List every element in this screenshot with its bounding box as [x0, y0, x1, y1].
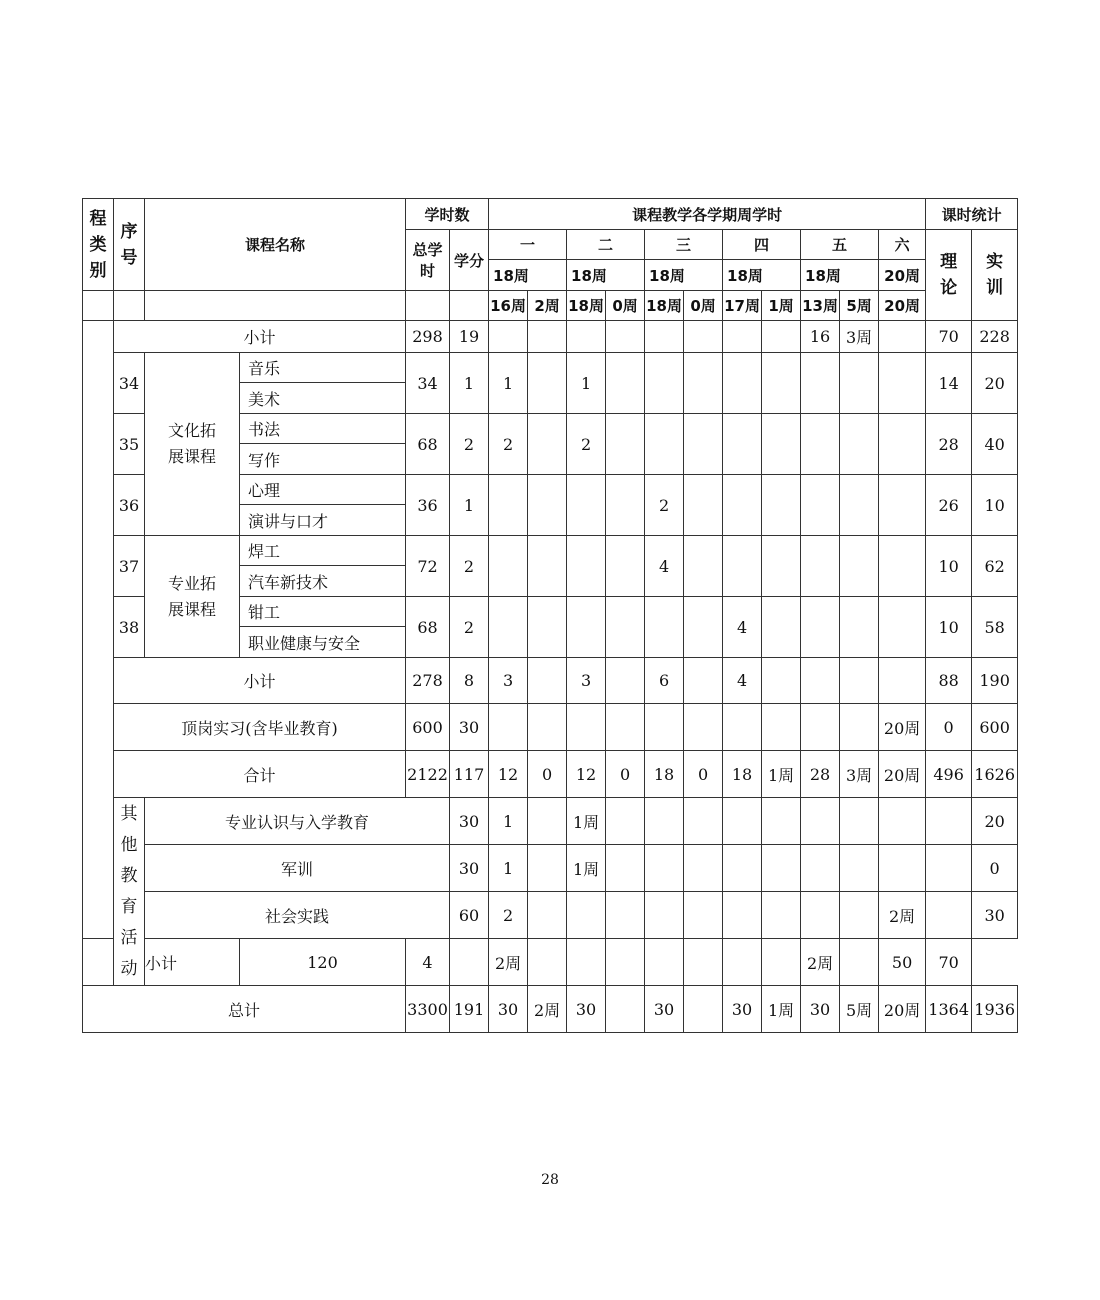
semester-cell: [723, 536, 762, 597]
subweek-header: 1周: [762, 291, 801, 321]
semester-cell: [606, 321, 645, 353]
credit-cell: 19: [450, 321, 489, 353]
semester-cell: [528, 475, 567, 536]
semester-cell: [489, 704, 528, 751]
sum-row: [83, 751, 1018, 798]
semester-cell: [879, 845, 926, 892]
semester-cell: 2: [567, 414, 606, 475]
semester-cell: [879, 798, 926, 845]
theory-cell: 26: [926, 475, 972, 536]
practice-header: 实训: [972, 230, 1018, 321]
semester-cell: 1周: [762, 751, 801, 798]
weeks-3-header: 18周: [645, 260, 723, 291]
semester-cell: 0: [684, 751, 723, 798]
semester-cell: [684, 321, 723, 353]
semester-cell: [606, 475, 645, 536]
semester-cell: [801, 475, 840, 536]
credit-cell: 2: [450, 536, 489, 597]
semester-cell: [528, 658, 567, 704]
semester-cell: 12: [567, 751, 606, 798]
group-name-cell: [145, 536, 240, 658]
course-name-cell: 美术: [240, 383, 406, 414]
semester-cell: [528, 798, 567, 845]
semester-cell: [489, 536, 528, 597]
semester-cell: [801, 658, 840, 704]
semester-cell: [606, 704, 645, 751]
semester-cell: [528, 536, 567, 597]
other-row: [83, 845, 1018, 892]
weeks-2-header: 18周: [567, 260, 645, 291]
course-name-cell: 音乐: [240, 353, 406, 383]
practice-cell: 1936: [972, 986, 1018, 1033]
semester-cell: [606, 798, 645, 845]
semester-cell: 1周: [567, 798, 606, 845]
semester-cell: [723, 321, 762, 353]
semester-cell: [762, 597, 801, 658]
total-hours-cell: 3300: [406, 986, 450, 1033]
semester-cell: 3周: [840, 751, 879, 798]
semester-cell: [762, 798, 801, 845]
semester-cell: [762, 414, 801, 475]
stats-group-header: 课时统计: [926, 199, 1018, 230]
semester-cell: [606, 986, 645, 1033]
semester-cell: [645, 353, 684, 414]
theory-cell: 50: [879, 939, 926, 986]
total-hours-cell: 2122: [406, 751, 450, 798]
seq-header: 序号: [114, 199, 145, 291]
total-hours-cell: 68: [406, 597, 450, 658]
weeks-4-header: 18周: [723, 260, 801, 291]
semester-cell: [762, 475, 801, 536]
credit-cell: 191: [450, 986, 489, 1033]
practice-cell: 20: [972, 353, 1018, 414]
internship-row: [83, 704, 1018, 751]
subweek-header-row: [83, 291, 1018, 321]
semester-cell: 1: [567, 353, 606, 414]
total-hours-cell: 278: [406, 658, 450, 704]
credit-cell: 117: [450, 751, 489, 798]
semester-cell: [528, 414, 567, 475]
semester-cell: [723, 414, 762, 475]
semester-cell: [840, 597, 879, 658]
semester-cell: [684, 939, 723, 986]
semester-cell: [450, 939, 489, 986]
semester-cell: [567, 939, 606, 986]
seq-cell: 36: [114, 475, 145, 536]
semester-cell: [528, 321, 567, 353]
subtotal-label: 小计: [114, 658, 406, 704]
total-hours-cell: 30: [450, 845, 489, 892]
semester-cell: [606, 939, 645, 986]
semester-cell: 6: [645, 658, 684, 704]
semester-cell: [840, 892, 879, 939]
semester-cell: 3: [489, 658, 528, 704]
semester-cell: 3周: [840, 321, 879, 353]
course-name-cell: 汽车新技术: [240, 566, 406, 597]
semester-cell: [567, 321, 606, 353]
group-name: 专业拓展课程: [168, 573, 217, 619]
semester-cell: [606, 414, 645, 475]
category-header-tail: [83, 291, 114, 321]
semester-cell: [489, 321, 528, 353]
course-name-cell: 写作: [240, 444, 406, 475]
credit-cell: 30: [450, 704, 489, 751]
subtotal-label: 小计: [114, 321, 406, 353]
semester-cell: [762, 321, 801, 353]
semester-cell: [840, 704, 879, 751]
category-cell: [83, 321, 114, 939]
semester-cell: [489, 475, 528, 536]
course-name-cell: 演讲与口才: [240, 505, 406, 536]
semester-cell: [801, 353, 840, 414]
semester-cell: 1周: [762, 986, 801, 1033]
semester-cell: [567, 892, 606, 939]
credit-cell: 1: [450, 353, 489, 414]
semester-cell: [528, 704, 567, 751]
semester-cell: [801, 798, 840, 845]
semester-cell: [840, 798, 879, 845]
other-label: 社会实践: [145, 892, 450, 939]
semester-cell: [840, 353, 879, 414]
subweek-header: 17周: [723, 291, 762, 321]
credits-header: 学分: [450, 230, 489, 291]
semester-cell: [762, 704, 801, 751]
total-hours-cell: 30: [450, 798, 489, 845]
theory-header: 理论: [926, 230, 972, 321]
internship-label: 顶岗实习(含毕业教育): [114, 704, 406, 751]
semester-cell: 2: [645, 475, 684, 536]
sum-label: 合计: [114, 751, 406, 798]
semester-cell: [762, 939, 801, 986]
total-hours-cell: 34: [406, 353, 450, 414]
other-label: 专业认识与入学教育: [145, 798, 450, 845]
semester-cell: [762, 892, 801, 939]
semester-cell: 18: [645, 751, 684, 798]
semester-cell: [528, 939, 567, 986]
semester-cell: 4: [723, 597, 762, 658]
practice-cell: 228: [972, 321, 1018, 353]
semester-cell: [762, 353, 801, 414]
semester-cell: [762, 845, 801, 892]
grand-total-label: 总计: [83, 986, 406, 1033]
other-label: 军训: [145, 845, 450, 892]
semester-cell: [926, 845, 972, 892]
semester-cell: [840, 414, 879, 475]
course-row: [83, 353, 1018, 383]
theory-cell: 14: [926, 353, 972, 414]
practice-cell: 70: [926, 939, 972, 986]
semester-cell: 2周: [489, 939, 528, 986]
semester-cell: [645, 939, 684, 986]
semester-cell: 30: [567, 986, 606, 1033]
semester-cell: [567, 536, 606, 597]
credit-cell: 2: [489, 892, 528, 939]
credit-cell: 1: [489, 845, 528, 892]
weeks-6-header: 20周: [879, 260, 926, 291]
theory-cell: 20: [972, 798, 1018, 845]
subtotal-row: [83, 321, 1018, 353]
course-name-cell: 钳工: [240, 597, 406, 627]
semester-cell: 18: [723, 751, 762, 798]
course-name-cell: 焊工: [240, 536, 406, 566]
semester-cell: [684, 353, 723, 414]
semester-cell: [645, 892, 684, 939]
semester-cell: [840, 536, 879, 597]
semester-cell: [606, 845, 645, 892]
theory-cell: 88: [926, 658, 972, 704]
course-name-header: 课程名称: [145, 199, 406, 291]
semester-cell: [645, 845, 684, 892]
semester-cell: [489, 597, 528, 658]
seq-cell: 38: [114, 597, 145, 658]
semester-3-header: 三: [645, 230, 723, 260]
semester-cell: [684, 536, 723, 597]
semester-cell: [645, 704, 684, 751]
seq-cell: 35: [114, 414, 145, 475]
seq-header-tail: [114, 291, 145, 321]
semester-cell: [645, 414, 684, 475]
semester-cell: 28: [801, 751, 840, 798]
other-category-label: 其他教育活动: [120, 803, 138, 979]
semester-cell: 20周: [879, 986, 926, 1033]
semester-cell: 5周: [840, 986, 879, 1033]
theory-cell: 10: [926, 536, 972, 597]
credit-cell: 1: [450, 475, 489, 536]
semester-cell: [723, 475, 762, 536]
subweek-header: 20周: [879, 291, 926, 321]
semester-cell: [723, 353, 762, 414]
curriculum-table: [82, 198, 1018, 1033]
subweek-header: 18周: [645, 291, 684, 321]
semester-cell: [684, 845, 723, 892]
group-name: 文化拓展课程: [168, 421, 217, 466]
grand-total-row: [83, 986, 1018, 1033]
semester-cell: 2周: [801, 939, 840, 986]
weeks-1-header: 18周: [489, 260, 567, 291]
semester-4-header: 四: [723, 230, 801, 260]
semester-cell: [840, 845, 879, 892]
semester-cell: 1: [489, 353, 528, 414]
course-name-cell: 书法: [240, 414, 406, 444]
theory-cell: 30: [972, 892, 1018, 939]
semester-cell: [879, 658, 926, 704]
semester-cell: [528, 353, 567, 414]
semester-cell: 2: [489, 414, 528, 475]
semester-cell: 2周: [879, 892, 926, 939]
practice-cell: 600: [972, 704, 1018, 751]
weeks-5-header: 18周: [801, 260, 879, 291]
theory-cell: 28: [926, 414, 972, 475]
semester-cell: [926, 798, 972, 845]
semester-cell: 2周: [528, 986, 567, 1033]
practice-cell: 62: [972, 536, 1018, 597]
category-header: 程类别: [83, 199, 114, 291]
semester-cell: [684, 986, 723, 1033]
subweek-header: 16周: [489, 291, 528, 321]
semester-cell: [879, 353, 926, 414]
semester-cell: [840, 475, 879, 536]
subweek-header: 5周: [840, 291, 879, 321]
subweek-header: 18周: [567, 291, 606, 321]
semester-cell: [684, 892, 723, 939]
semester-cell: 0: [528, 751, 567, 798]
semester-cell: [840, 658, 879, 704]
semester-cell: [723, 939, 762, 986]
semester-cell: 4: [723, 658, 762, 704]
semester-cell: [528, 845, 567, 892]
semester-cell: [762, 536, 801, 597]
semester-cell: [645, 798, 684, 845]
credit-cell: 4: [406, 939, 450, 986]
theory-cell: 70: [926, 321, 972, 353]
semester-cell: [684, 704, 723, 751]
semester-cell: 1周: [567, 845, 606, 892]
subweek-header: 13周: [801, 291, 840, 321]
semester-cell: [528, 892, 567, 939]
total-hours-cell: 120: [240, 939, 406, 986]
semester-cell: [762, 658, 801, 704]
subtotal-row: [83, 658, 1018, 704]
semester-cell: 30: [645, 986, 684, 1033]
course-name-header-tail: [145, 291, 406, 321]
theory-cell: 0: [926, 704, 972, 751]
total-hours-cell: 36: [406, 475, 450, 536]
subweek-header: 2周: [528, 291, 567, 321]
semester-cell: [801, 414, 840, 475]
semester-cell: [801, 704, 840, 751]
seq-cell: 34: [114, 353, 145, 414]
credit-cell: 2: [450, 597, 489, 658]
semester-cell: 20周: [879, 704, 926, 751]
total-hours-cell: 60: [450, 892, 489, 939]
semester-cell: [723, 798, 762, 845]
semester-cell: [840, 939, 879, 986]
total-hours-cell: 72: [406, 536, 450, 597]
total-hours-cell: 600: [406, 704, 450, 751]
semester-cell: [879, 597, 926, 658]
other-row: [83, 939, 1018, 986]
semester-cell: [926, 892, 972, 939]
semester-cell: [606, 597, 645, 658]
credits-header-tail: [450, 291, 489, 321]
semester-cell: [723, 845, 762, 892]
semester-cell: 30: [801, 986, 840, 1033]
subweek-header: 0周: [606, 291, 645, 321]
semester-cell: 30: [723, 986, 762, 1033]
semester-cell: [801, 845, 840, 892]
semester-cell: 12: [489, 751, 528, 798]
group-name-cell: [145, 353, 240, 536]
practice-cell: 10: [972, 475, 1018, 536]
course-name-cell: 心理: [240, 475, 406, 505]
total-hours-header-tail: [406, 291, 450, 321]
practice-cell: 1626: [972, 751, 1018, 798]
semester-cell: 4: [645, 536, 684, 597]
other-row: [83, 798, 1018, 845]
semester-group-header: 课程教学各学期周学时: [489, 199, 926, 230]
semester-cell: [684, 475, 723, 536]
credit-cell: 2: [450, 414, 489, 475]
theory-cell: 0: [972, 845, 1018, 892]
total-hours-cell: 298: [406, 321, 450, 353]
semester-cell: [723, 892, 762, 939]
semester-cell: [801, 892, 840, 939]
semester-2-header: 二: [567, 230, 645, 260]
practice-cell: 190: [972, 658, 1018, 704]
semester-cell: [879, 536, 926, 597]
credit-cell: 1: [489, 798, 528, 845]
course-name-cell: 职业健康与安全: [240, 627, 406, 658]
semester-cell: [645, 321, 684, 353]
semester-cell: [684, 798, 723, 845]
subweek-header: 0周: [684, 291, 723, 321]
hours-group-header: 学时数: [406, 199, 489, 230]
semester-cell: [567, 475, 606, 536]
semester-cell: [567, 597, 606, 658]
semester-cell: [528, 597, 567, 658]
semester-cell: [879, 414, 926, 475]
seq-cell: 37: [114, 536, 145, 597]
theory-cell: 10: [926, 597, 972, 658]
semester-cell: [606, 658, 645, 704]
page-number: 28: [541, 1172, 559, 1188]
course-row: [83, 536, 1018, 566]
practice-cell: 40: [972, 414, 1018, 475]
semester-cell: 16: [801, 321, 840, 353]
semester-cell: [684, 658, 723, 704]
semester-cell: [723, 704, 762, 751]
semester-1-header: 一: [489, 230, 567, 260]
semester-cell: [684, 414, 723, 475]
theory-cell: 1364: [926, 986, 972, 1033]
total-hours-cell: 68: [406, 414, 450, 475]
semester-cell: 30: [489, 986, 528, 1033]
semester-cell: [645, 597, 684, 658]
credit-cell: 8: [450, 658, 489, 704]
semester-cell: [801, 536, 840, 597]
semester-cell: [606, 892, 645, 939]
semester-cell: [606, 353, 645, 414]
semester-cell: [606, 536, 645, 597]
semester-cell: 0: [606, 751, 645, 798]
other-row: [83, 892, 1018, 939]
semester-cell: [684, 597, 723, 658]
other-label: 小计: [83, 939, 240, 986]
semester-cell: 3: [567, 658, 606, 704]
total-hours-header: 总学时: [406, 230, 450, 291]
practice-cell: 58: [972, 597, 1018, 658]
semester-cell: [879, 475, 926, 536]
semester-cell: [567, 704, 606, 751]
semester-cell: [879, 321, 926, 353]
semester-cell: [801, 597, 840, 658]
semester-5-header: 五: [801, 230, 879, 260]
semester-cell: 20周: [879, 751, 926, 798]
theory-cell: 496: [926, 751, 972, 798]
semester-6-header: 六: [879, 230, 926, 260]
